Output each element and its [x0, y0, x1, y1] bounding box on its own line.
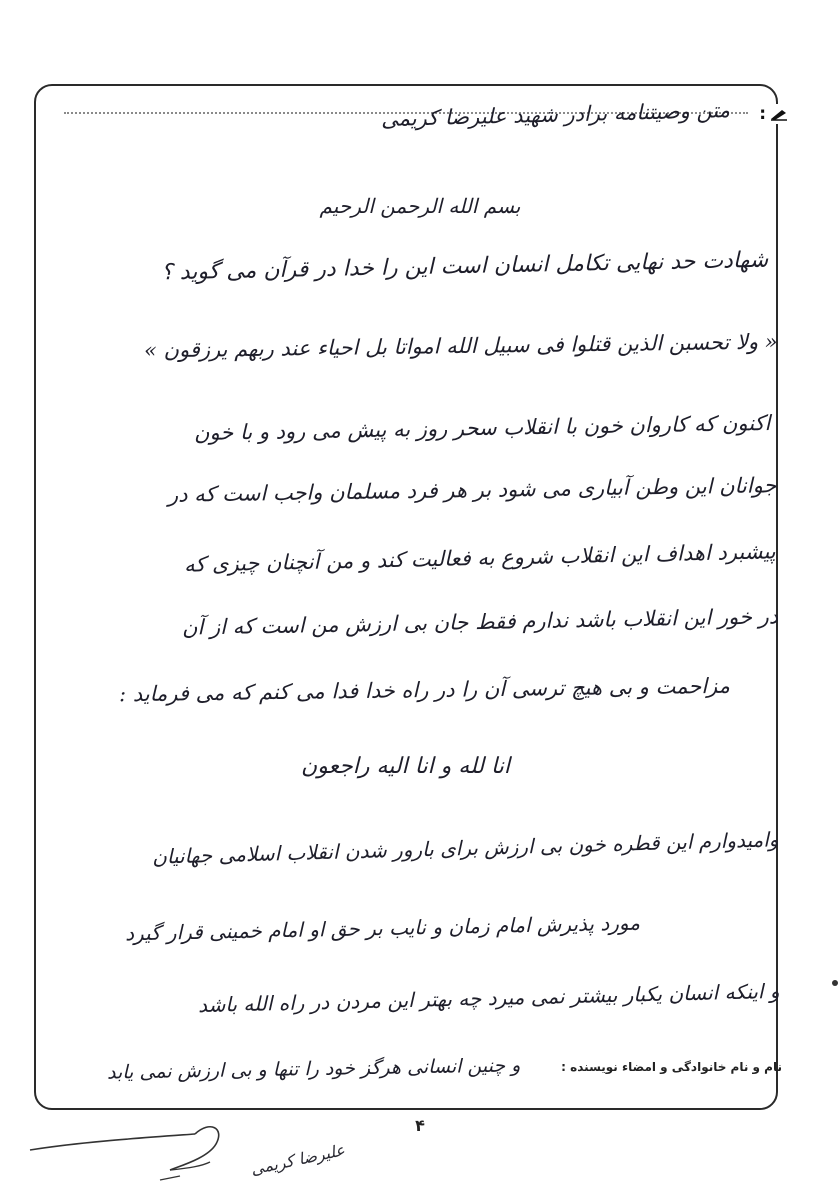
text-line: جوانان این وطن آبیاری می شود بر هر فرد مسلمان واجب است که در	[167, 473, 777, 507]
page-frame	[34, 84, 781, 1110]
text-line: و اینکه انسان یکبار بیشتر نمی میرد چه بهتر این مردن در راه الله باشد	[198, 978, 781, 1018]
text-line: اکنون که کاروان خون با انقلاب سحر روز به پیش می رود و با خون	[193, 410, 771, 446]
text-line: شهادت حد نهایی تکامل انسان است این را خدا در قرآن می گوید ؟	[160, 247, 769, 286]
signature-handwriting: علیرضا کریمی	[249, 1140, 347, 1179]
basmala: بسم الله الرحمن الرحیم	[319, 194, 521, 218]
text-line: مزاحمت و بی هیچ ترسی آن را در راه خدا فدا می کنم که می فرماید :	[118, 673, 731, 707]
header-label	[755, 104, 788, 124]
text-line: و چنین انسانی هرگز خود را تنها و بی ارزش نمی یابد	[106, 1054, 521, 1084]
text-line: انا لله و انا الیه راجعون	[301, 754, 510, 779]
scan-edge-mark	[832, 980, 838, 986]
text-line: وامیدوارم این قطره خون بی ارزش برای بارور شدن انقلاب اسلامی جهانیان	[151, 827, 779, 869]
author-signature-label: نام و نام خانوادگی و امضاء نویسنده :	[561, 1060, 782, 1074]
text-line: پیشبرد اهداف این انقلاب شروع به فعالیت کند و من آنچنان چیزی که	[184, 539, 777, 577]
header-colon: :	[759, 104, 766, 124]
pen-icon	[770, 107, 788, 121]
text-line: مورد پذیرش امام زمان و نایب بر حق او امام خمینی قرار گیرد	[124, 910, 641, 946]
text-line: « ولا تحسبن الذین قتلوا فی سبیل الله امواتا بل احیاء عند ربهم یرزقون »	[144, 329, 779, 363]
page-number: ۴	[415, 1116, 425, 1135]
text-line: در خور این انقلاب باشد ندارم فقط جان بی ارزش من است که از آن	[181, 604, 779, 640]
document-title: متن وصیتنامه برادر شهید علیرضا کریمی	[380, 98, 731, 132]
